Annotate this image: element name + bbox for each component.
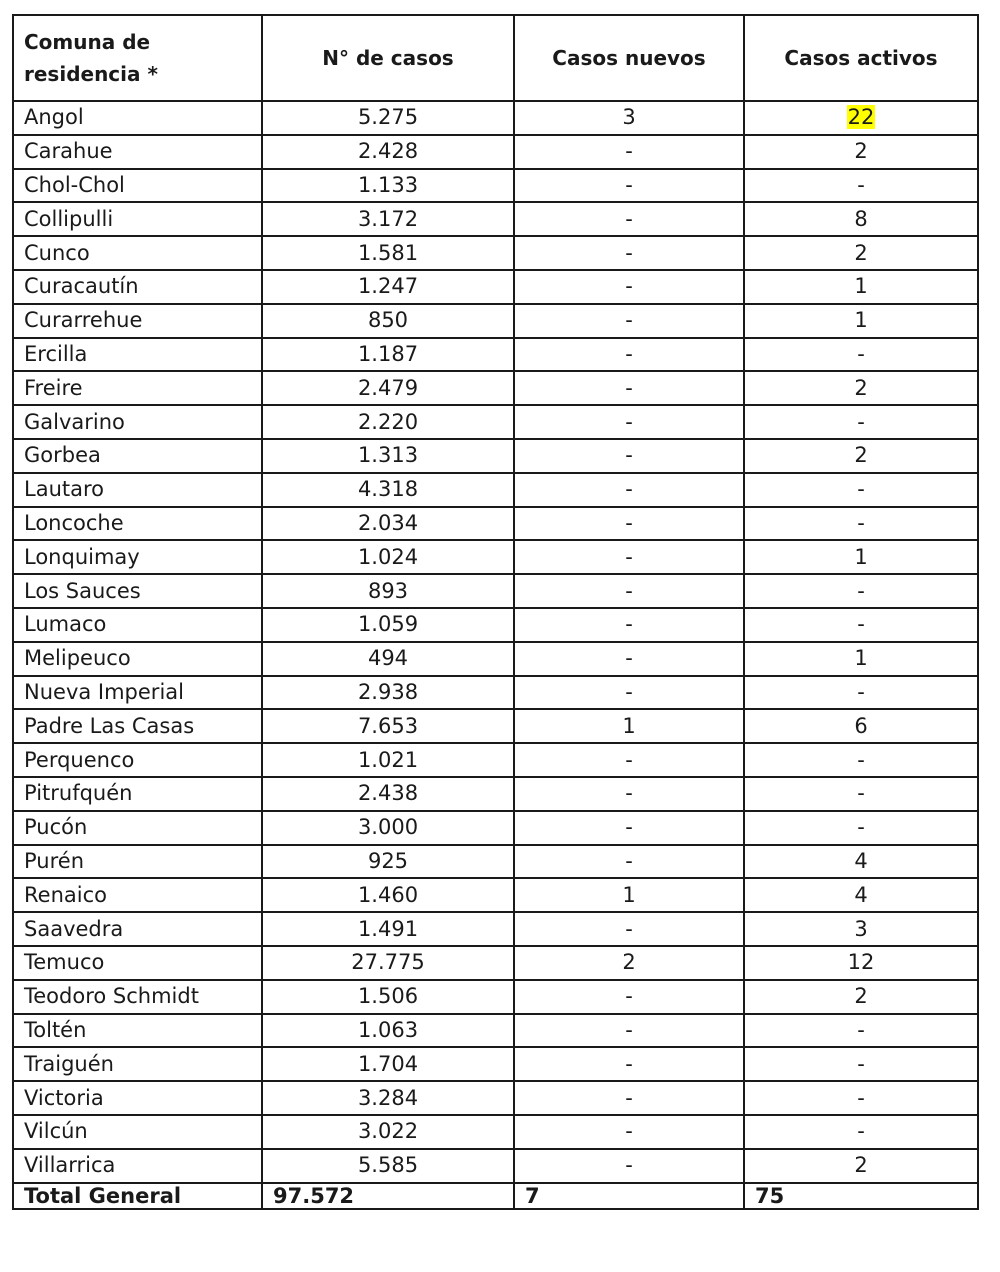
table-row (13, 270, 978, 304)
cell-activos: 1 (744, 270, 978, 304)
cell-comuna: Curacautín (13, 270, 262, 304)
cell-nuevos: - (514, 1047, 744, 1081)
cell-comuna: Pucón (13, 811, 262, 845)
table-body (13, 101, 978, 1183)
cell-activos: - (744, 1047, 978, 1081)
table-row (13, 1115, 978, 1149)
cell-casos: 27.775 (262, 946, 514, 980)
cell-comuna: Gorbea (13, 439, 262, 473)
cell-casos: 1.581 (262, 236, 514, 270)
table-row (13, 439, 978, 473)
cell-nuevos: - (514, 405, 744, 439)
cell-casos: 850 (262, 304, 514, 338)
table-row (13, 811, 978, 845)
cell-activos: 2 (744, 1149, 978, 1183)
cell-comuna: Curarrehue (13, 304, 262, 338)
cell-activos: 2 (744, 980, 978, 1014)
cell-nuevos: - (514, 777, 744, 811)
cell-nuevos: - (514, 169, 744, 203)
cell-activos: - (744, 608, 978, 642)
cell-activos: 1 (744, 304, 978, 338)
cell-casos: 1.024 (262, 540, 514, 574)
cell-casos: 1.704 (262, 1047, 514, 1081)
cell-comuna: Freire (13, 371, 262, 405)
table-row (13, 371, 978, 405)
table-row (13, 169, 978, 203)
total-casos: 97.572 (262, 1183, 514, 1209)
cell-comuna: Los Sauces (13, 574, 262, 608)
cell-activos: - (744, 1115, 978, 1149)
cell-activos: - (744, 338, 978, 372)
cell-casos: 1.187 (262, 338, 514, 372)
cell-nuevos: - (514, 338, 744, 372)
cell-nuevos: - (514, 371, 744, 405)
table-row (13, 135, 978, 169)
cell-activos: - (744, 169, 978, 203)
table-row (13, 709, 978, 743)
cell-activos: - (744, 405, 978, 439)
header-comuna: Comuna de residencia * (13, 15, 262, 101)
cell-comuna: Melipeuco (13, 642, 262, 676)
cell-casos: 3.172 (262, 202, 514, 236)
cell-activos: 2 (744, 236, 978, 270)
table-row (13, 540, 978, 574)
cell-nuevos: - (514, 743, 744, 777)
cell-comuna: Pitrufquén (13, 777, 262, 811)
table-row (13, 236, 978, 270)
cell-activos: - (744, 1014, 978, 1048)
cell-activos: 6 (744, 709, 978, 743)
table-row (13, 608, 978, 642)
table-row (13, 878, 978, 912)
table-row (13, 1081, 978, 1115)
cell-nuevos: - (514, 912, 744, 946)
table-row (13, 1014, 978, 1048)
cell-casos: 3.000 (262, 811, 514, 845)
cell-activos: 3 (744, 912, 978, 946)
cell-activos: - (744, 743, 978, 777)
cell-nuevos: - (514, 507, 744, 541)
total-row (13, 1183, 978, 1209)
cell-nuevos: 1 (514, 709, 744, 743)
table-row (13, 574, 978, 608)
cell-activos: 2 (744, 371, 978, 405)
cell-nuevos: - (514, 845, 744, 879)
cell-casos: 1.063 (262, 1014, 514, 1048)
cell-casos: 2.034 (262, 507, 514, 541)
cell-comuna: Vilcún (13, 1115, 262, 1149)
table-row (13, 338, 978, 372)
cell-casos: 1.247 (262, 270, 514, 304)
cell-comuna: Perquenco (13, 743, 262, 777)
total-nuevos: 7 (514, 1183, 744, 1209)
cell-activos: 12 (744, 946, 978, 980)
cell-casos: 1.133 (262, 169, 514, 203)
cell-nuevos: - (514, 811, 744, 845)
total-label: Total General (13, 1183, 262, 1209)
cell-casos: 1.491 (262, 912, 514, 946)
cell-nuevos: - (514, 270, 744, 304)
cell-casos: 2.428 (262, 135, 514, 169)
table-row (13, 845, 978, 879)
cell-nuevos: 2 (514, 946, 744, 980)
cell-casos: 2.938 (262, 676, 514, 710)
cell-casos: 4.318 (262, 473, 514, 507)
cell-casos: 925 (262, 845, 514, 879)
header-nuevos: Casos nuevos (514, 15, 744, 101)
cell-casos: 2.479 (262, 371, 514, 405)
cell-activos: - (744, 507, 978, 541)
cell-comuna: Carahue (13, 135, 262, 169)
cell-activos (744, 101, 978, 135)
cell-casos: 893 (262, 574, 514, 608)
cell-activos: 4 (744, 845, 978, 879)
cell-comuna: Toltén (13, 1014, 262, 1048)
cell-nuevos: - (514, 202, 744, 236)
table-row (13, 676, 978, 710)
cell-activos: - (744, 676, 978, 710)
table-row (13, 1047, 978, 1081)
cell-casos: 1.021 (262, 743, 514, 777)
cell-comuna: Collipulli (13, 202, 262, 236)
cell-comuna: Teodoro Schmidt (13, 980, 262, 1014)
table-row (13, 777, 978, 811)
cell-activos: - (744, 574, 978, 608)
cell-nuevos: - (514, 574, 744, 608)
cell-comuna: Chol-Chol (13, 169, 262, 203)
cell-comuna: Purén (13, 845, 262, 879)
table-row (13, 473, 978, 507)
cell-comuna: Victoria (13, 1081, 262, 1115)
table-row (13, 946, 978, 980)
cell-nuevos: - (514, 1115, 744, 1149)
cell-comuna: Villarrica (13, 1149, 262, 1183)
cell-comuna: Renaico (13, 878, 262, 912)
cell-nuevos: - (514, 1014, 744, 1048)
cell-casos: 1.460 (262, 878, 514, 912)
cell-activos: 4 (744, 878, 978, 912)
table-row (13, 507, 978, 541)
table-row (13, 743, 978, 777)
cell-activos: 2 (744, 135, 978, 169)
highlighted-value: 22 (847, 105, 875, 130)
cell-casos: 5.275 (262, 101, 514, 135)
cell-comuna: Loncoche (13, 507, 262, 541)
cell-nuevos: - (514, 473, 744, 507)
table-row (13, 101, 978, 135)
cell-activos: - (744, 473, 978, 507)
table-row (13, 980, 978, 1014)
cell-casos: 494 (262, 642, 514, 676)
table-row (13, 304, 978, 338)
table-row (13, 912, 978, 946)
cell-activos: 8 (744, 202, 978, 236)
cell-comuna: Traiguén (13, 1047, 262, 1081)
cell-casos: 5.585 (262, 1149, 514, 1183)
cell-comuna: Lautaro (13, 473, 262, 507)
cell-comuna: Angol (13, 101, 262, 135)
cell-activos: 1 (744, 642, 978, 676)
cell-nuevos: - (514, 540, 744, 574)
header-row (13, 15, 978, 101)
cell-casos: 3.022 (262, 1115, 514, 1149)
cases-by-comuna-table (12, 14, 979, 1210)
cell-nuevos: 1 (514, 878, 744, 912)
cell-casos: 2.438 (262, 777, 514, 811)
header-casos: N° de casos (262, 15, 514, 101)
cell-casos: 1.059 (262, 608, 514, 642)
cell-activos: - (744, 811, 978, 845)
cell-comuna: Lumaco (13, 608, 262, 642)
cell-nuevos: - (514, 980, 744, 1014)
table-row (13, 642, 978, 676)
header-activos: Casos activos (744, 15, 978, 101)
cell-nuevos: - (514, 135, 744, 169)
cell-nuevos: - (514, 1081, 744, 1115)
cell-casos: 2.220 (262, 405, 514, 439)
table-row (13, 1149, 978, 1183)
cell-comuna: Nueva Imperial (13, 676, 262, 710)
cell-casos: 3.284 (262, 1081, 514, 1115)
cell-comuna: Lonquimay (13, 540, 262, 574)
cell-casos: 7.653 (262, 709, 514, 743)
cell-nuevos: - (514, 304, 744, 338)
cell-comuna: Temuco (13, 946, 262, 980)
cell-activos: - (744, 1081, 978, 1115)
cell-nuevos: - (514, 608, 744, 642)
cell-nuevos: - (514, 1149, 744, 1183)
cell-nuevos: 3 (514, 101, 744, 135)
cell-comuna: Padre Las Casas (13, 709, 262, 743)
table-row (13, 405, 978, 439)
cell-comuna: Saavedra (13, 912, 262, 946)
cell-nuevos: - (514, 236, 744, 270)
cell-nuevos: - (514, 676, 744, 710)
cell-comuna: Galvarino (13, 405, 262, 439)
cell-activos: 1 (744, 540, 978, 574)
total-activos: 75 (744, 1183, 978, 1209)
table-row (13, 202, 978, 236)
cell-casos: 1.506 (262, 980, 514, 1014)
cell-nuevos: - (514, 642, 744, 676)
cell-activos: - (744, 777, 978, 811)
cell-comuna: Cunco (13, 236, 262, 270)
cell-comuna: Ercilla (13, 338, 262, 372)
cell-activos: 2 (744, 439, 978, 473)
cell-nuevos: - (514, 439, 744, 473)
cell-casos: 1.313 (262, 439, 514, 473)
